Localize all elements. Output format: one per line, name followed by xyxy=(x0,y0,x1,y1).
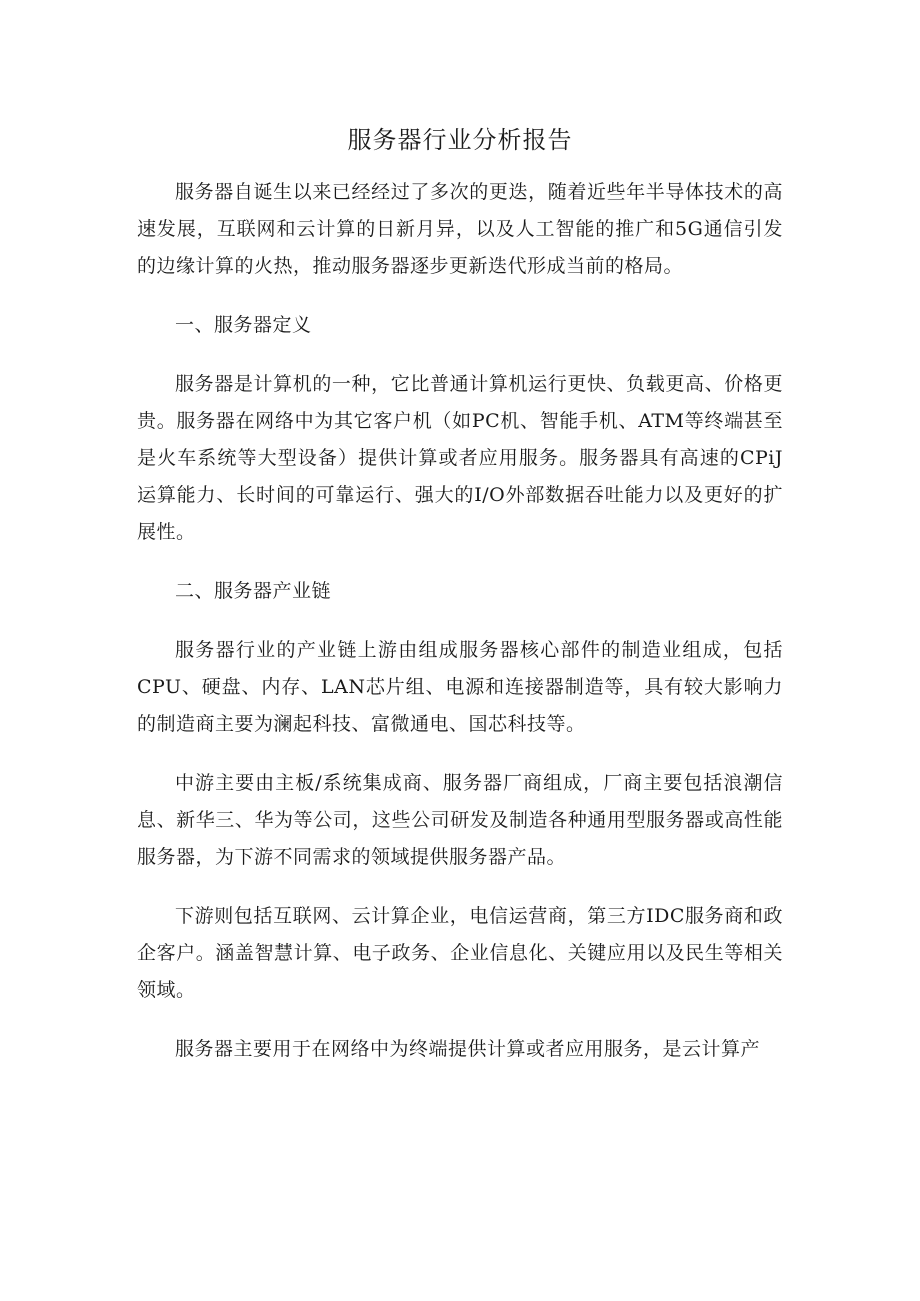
upstream-paragraph: 服务器行业的产业链上游由组成服务器核心部件的制造业组成，包括CPU、硬盘、内存、LAN芯片组、电源和连接器制造等，具有较大影响力的制造商主要为澜起科技、富微通电、国芯科技等。 xyxy=(137,639,783,735)
downstream-paragraph: 下游则包括互联网、云计算企业，电信运营商，第三方IDC服务商和政企客户。涵盖智慧计算、电子政务、企业信息化、关键应用以及民生等相关领域。 xyxy=(137,905,783,1001)
document-title: 服务器行业分析报告 xyxy=(347,126,573,154)
midstream-paragraph: 中游主要由主板/系统集成商、服务器厂商组成，厂商主要包括浪潮信息、新华三、华为等公司，这些公司研发及制造各种通用型服务器或高性能服务器，为下游不同需求的领域提供服务器产品。 xyxy=(137,772,783,868)
section-heading-industry-chain: 二、服务器产业链 xyxy=(175,580,332,602)
intro-paragraph: 服务器自诞生以来已经经过了多次的更迭，随着近些年半导体技术的高速发展，互联网和云计算的日新月异，以及人工智能的推广和5G通信引发的边缘计算的火热，推动服务器逐步更新迭代形成当前的格局。 xyxy=(137,181,783,277)
definition-paragraph: 服务器是计算机的一种，它比普通计算机运行更快、负载更高、价格更贵。服务器在网络中为其它客户机（如PC机、智能手机、ATM等终端甚至是火车系统等大型设备）提供计算或者应用服务。服务器具有高速的CPiJ运算能力、长时间的可靠运行、强大的I/O外部数据吞吐能力以及更好的扩展性。 xyxy=(137,373,783,543)
section-heading-definition: 一、服务器定义 xyxy=(175,314,312,336)
usage-paragraph: 服务器主要用于在网络中为终端提供计算或者应用服务，是云计算产 xyxy=(175,1038,761,1060)
